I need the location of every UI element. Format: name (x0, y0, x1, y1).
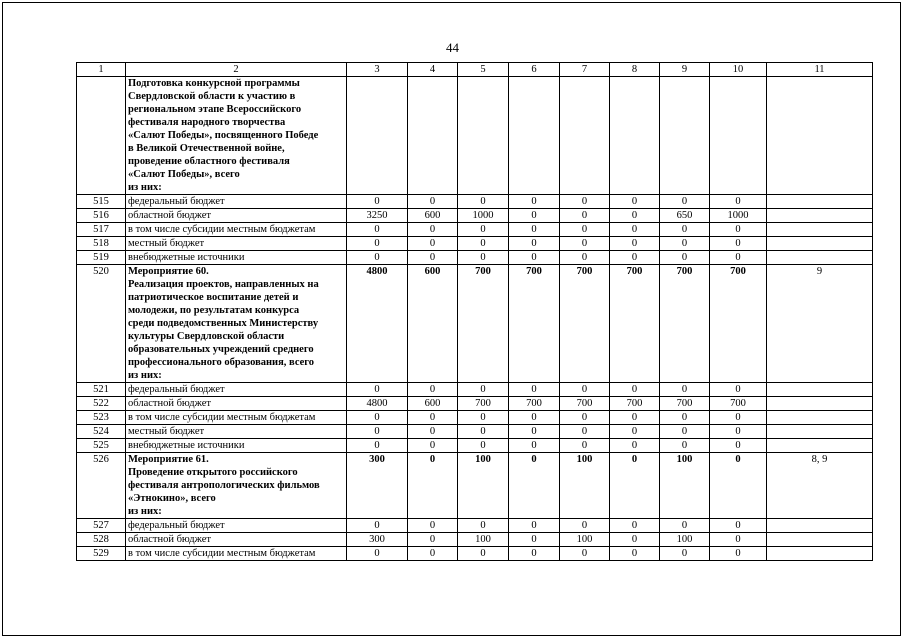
reference-cell (767, 237, 873, 251)
value-cell: 0 (408, 411, 458, 425)
value-cell: 0 (610, 547, 660, 561)
header-cell: 8 (610, 63, 660, 77)
value-cell: 0 (560, 383, 610, 397)
value-cell: 0 (408, 533, 458, 547)
description-line: федеральный бюджет (128, 196, 225, 207)
value-cell: 0 (408, 237, 458, 251)
value-cell: 0 (560, 237, 610, 251)
description-line: культуры Свердловской области (128, 331, 285, 342)
row-number: 519 (77, 251, 126, 265)
row-number: 521 (77, 383, 126, 397)
value-cell: 0 (560, 223, 610, 237)
value-cell: 0 (509, 209, 560, 223)
header-row (77, 63, 873, 77)
value-cell: 0 (710, 223, 767, 237)
description-line: областной бюджет (128, 210, 211, 221)
row-description (126, 411, 347, 425)
description-line: Проведение открытого российского (128, 467, 298, 478)
value-cell: 0 (610, 251, 660, 265)
value-cell: 0 (347, 519, 408, 533)
value-cell (458, 77, 509, 195)
budget-table (76, 62, 873, 561)
value-cell: 0 (710, 533, 767, 547)
value-cell: 0 (509, 453, 560, 519)
value-cell: 0 (660, 251, 710, 265)
row-description (126, 425, 347, 439)
row-number: 516 (77, 209, 126, 223)
row-description (126, 195, 347, 209)
value-cell: 700 (560, 265, 610, 383)
description-line: региональном этапе Всероссийского (128, 104, 302, 115)
description-line: молодежи, по результатам конкурса (128, 305, 300, 316)
header-cell: 4 (408, 63, 458, 77)
value-cell: 100 (560, 533, 610, 547)
value-cell: 0 (710, 411, 767, 425)
value-cell: 0 (347, 237, 408, 251)
row-number: 525 (77, 439, 126, 453)
reference-cell (767, 519, 873, 533)
value-cell: 0 (660, 195, 710, 209)
reference-cell (767, 195, 873, 209)
value-cell: 0 (458, 425, 509, 439)
value-cell: 0 (347, 251, 408, 265)
page-number: 44 (446, 40, 459, 55)
value-cell: 0 (610, 209, 660, 223)
value-cell: 0 (560, 425, 610, 439)
value-cell: 0 (560, 209, 610, 223)
table-row (77, 519, 873, 533)
description-line: в том числе субсидии местным бюджетам (128, 412, 316, 423)
reference-cell (767, 439, 873, 453)
reference-cell (767, 383, 873, 397)
description-line: фестиваля народного творчества (128, 117, 286, 128)
table-row (77, 237, 873, 251)
value-cell: 0 (509, 251, 560, 265)
value-cell: 0 (458, 383, 509, 397)
reference-cell: 8, 9 (767, 453, 873, 519)
value-cell: 700 (660, 265, 710, 383)
row-number: 526 (77, 453, 126, 519)
description-line: в Великой Отечественной войне, (128, 143, 285, 154)
value-cell: 600 (408, 209, 458, 223)
value-cell: 0 (660, 425, 710, 439)
description-line: областной бюджет (128, 534, 211, 545)
header-cell: 10 (710, 63, 767, 77)
row-description (126, 397, 347, 411)
value-cell: 100 (660, 533, 710, 547)
row-number: 524 (77, 425, 126, 439)
value-cell: 700 (610, 265, 660, 383)
reference-cell (767, 251, 873, 265)
value-cell: 0 (509, 439, 560, 453)
value-cell (347, 77, 408, 195)
table-row (77, 209, 873, 223)
header-cell: 11 (767, 63, 873, 77)
value-cell: 0 (610, 519, 660, 533)
value-cell: 0 (509, 425, 560, 439)
reference-cell (767, 209, 873, 223)
table-row (77, 533, 873, 547)
description-line: федеральный бюджет (128, 520, 225, 531)
value-cell: 0 (458, 519, 509, 533)
description-line: профессионального образования, всего (128, 357, 315, 368)
value-cell: 1000 (458, 209, 509, 223)
description-line: из них: (128, 182, 162, 193)
description-line: Реализация проектов, направленных на (128, 279, 319, 290)
value-cell: 4800 (347, 397, 408, 411)
value-cell: 0 (660, 519, 710, 533)
value-cell: 0 (610, 453, 660, 519)
value-cell: 300 (347, 453, 408, 519)
value-cell: 0 (610, 425, 660, 439)
value-cell: 700 (509, 265, 560, 383)
reference-cell (767, 533, 873, 547)
value-cell: 0 (509, 223, 560, 237)
header-cell: 7 (560, 63, 610, 77)
description-line: «Салют Победы», посвященного Победе (128, 130, 319, 141)
value-cell: 0 (347, 383, 408, 397)
value-cell: 300 (347, 533, 408, 547)
description-line: Мероприятие 60. (128, 266, 209, 277)
value-cell (509, 77, 560, 195)
description-line: патриотическое воспитание детей и (128, 292, 299, 303)
description-line: Мероприятие 61. (128, 454, 209, 465)
value-cell (408, 77, 458, 195)
reference-cell (767, 547, 873, 561)
value-cell: 0 (660, 411, 710, 425)
value-cell: 0 (509, 533, 560, 547)
value-cell: 0 (710, 251, 767, 265)
row-description (126, 547, 347, 561)
value-cell: 0 (610, 237, 660, 251)
value-cell: 0 (458, 411, 509, 425)
value-cell: 0 (610, 223, 660, 237)
value-cell: 0 (710, 195, 767, 209)
description-line: в том числе субсидии местным бюджетам (128, 224, 316, 235)
value-cell: 700 (458, 265, 509, 383)
value-cell: 0 (710, 425, 767, 439)
table-body (77, 63, 873, 561)
row-description (126, 533, 347, 547)
row-description (126, 209, 347, 223)
description-line: «Салют Победы», всего (128, 169, 240, 180)
value-cell: 0 (610, 439, 660, 453)
value-cell: 0 (660, 547, 710, 561)
table-row (77, 425, 873, 439)
value-cell (560, 77, 610, 195)
value-cell: 0 (660, 383, 710, 397)
value-cell: 0 (408, 453, 458, 519)
table-row (77, 265, 873, 383)
value-cell: 700 (660, 397, 710, 411)
value-cell: 0 (458, 439, 509, 453)
value-cell: 0 (660, 237, 710, 251)
table-row (77, 251, 873, 265)
description-line: «Этнокино», всего (128, 493, 216, 504)
value-cell: 0 (408, 519, 458, 533)
reference-cell (767, 77, 873, 195)
value-cell: 700 (509, 397, 560, 411)
header-cell: 5 (458, 63, 509, 77)
table-row (77, 195, 873, 209)
value-cell: 600 (408, 397, 458, 411)
table-row (77, 439, 873, 453)
description-line: внебюджетные источники (128, 252, 245, 263)
value-cell: 0 (560, 439, 610, 453)
description-line: из них: (128, 506, 162, 517)
description-line: областной бюджет (128, 398, 211, 409)
value-cell: 0 (710, 519, 767, 533)
value-cell: 600 (408, 265, 458, 383)
value-cell: 0 (610, 383, 660, 397)
value-cell: 100 (458, 453, 509, 519)
description-line: местный бюджет (128, 238, 205, 249)
row-description (126, 519, 347, 533)
reference-cell (767, 425, 873, 439)
row-description (126, 223, 347, 237)
reference-cell (767, 223, 873, 237)
value-cell: 0 (660, 223, 710, 237)
value-cell: 0 (509, 195, 560, 209)
value-cell: 0 (347, 425, 408, 439)
value-cell: 0 (458, 251, 509, 265)
value-cell: 3250 (347, 209, 408, 223)
reference-cell (767, 397, 873, 411)
value-cell: 650 (660, 209, 710, 223)
description-line: образовательных учреждений среднего (128, 344, 314, 355)
value-cell: 0 (560, 411, 610, 425)
row-number: 523 (77, 411, 126, 425)
value-cell: 0 (408, 425, 458, 439)
row-number: 529 (77, 547, 126, 561)
table-row (77, 411, 873, 425)
table-row (77, 547, 873, 561)
value-cell: 700 (458, 397, 509, 411)
value-cell: 0 (347, 547, 408, 561)
value-cell: 0 (610, 195, 660, 209)
value-cell: 0 (710, 453, 767, 519)
value-cell: 0 (560, 251, 610, 265)
value-cell: 100 (560, 453, 610, 519)
value-cell: 0 (509, 547, 560, 561)
description-line: Свердловской области к участию в (128, 91, 296, 102)
row-number: 520 (77, 265, 126, 383)
value-cell: 700 (560, 397, 610, 411)
header-cell: 9 (660, 63, 710, 77)
table-row (77, 397, 873, 411)
value-cell: 0 (347, 223, 408, 237)
description-line: проведение областного фестиваля (128, 156, 290, 167)
row-description (126, 439, 347, 453)
reference-cell: 9 (767, 265, 873, 383)
value-cell: 0 (610, 533, 660, 547)
table-row (77, 223, 873, 237)
value-cell: 100 (660, 453, 710, 519)
description-line: фестиваля антропологических фильмов (128, 480, 320, 491)
value-cell: 0 (560, 519, 610, 533)
value-cell: 0 (610, 411, 660, 425)
row-description (126, 77, 347, 195)
value-cell: 700 (710, 265, 767, 383)
value-cell: 0 (458, 547, 509, 561)
value-cell: 0 (509, 519, 560, 533)
row-number: 528 (77, 533, 126, 547)
description-line: среди подведомственных Министерству (128, 318, 319, 329)
value-cell: 0 (408, 383, 458, 397)
value-cell: 0 (347, 411, 408, 425)
value-cell: 0 (408, 547, 458, 561)
value-cell (710, 77, 767, 195)
value-cell: 4800 (347, 265, 408, 383)
value-cell: 0 (560, 547, 610, 561)
value-cell: 0 (710, 383, 767, 397)
row-number: 518 (77, 237, 126, 251)
row-description (126, 265, 347, 383)
row-number: 522 (77, 397, 126, 411)
value-cell: 0 (458, 195, 509, 209)
value-cell: 1000 (710, 209, 767, 223)
description-line: внебюджетные источники (128, 440, 245, 451)
value-cell: 0 (710, 547, 767, 561)
value-cell: 0 (458, 223, 509, 237)
value-cell: 0 (710, 237, 767, 251)
row-number: 517 (77, 223, 126, 237)
value-cell: 0 (347, 439, 408, 453)
row-number: 527 (77, 519, 126, 533)
row-description (126, 383, 347, 397)
header-cell: 6 (509, 63, 560, 77)
row-description (126, 251, 347, 265)
row-description (126, 453, 347, 519)
row-number (77, 77, 126, 195)
reference-cell (767, 411, 873, 425)
description-line: Подготовка конкурсной программы (128, 78, 300, 89)
value-cell: 0 (408, 195, 458, 209)
description-line: местный бюджет (128, 426, 205, 437)
table-row (77, 453, 873, 519)
value-cell: 0 (710, 439, 767, 453)
description-line: в том числе субсидии местным бюджетам (128, 548, 316, 559)
value-cell: 0 (509, 411, 560, 425)
table-row (77, 383, 873, 397)
value-cell: 0 (509, 237, 560, 251)
value-cell: 0 (660, 439, 710, 453)
value-cell (610, 77, 660, 195)
value-cell: 0 (408, 251, 458, 265)
description-line: федеральный бюджет (128, 384, 225, 395)
value-cell: 700 (610, 397, 660, 411)
value-cell: 100 (458, 533, 509, 547)
value-cell: 0 (509, 383, 560, 397)
header-cell: 1 (77, 63, 126, 77)
header-cell: 3 (347, 63, 408, 77)
value-cell: 0 (560, 195, 610, 209)
row-description (126, 237, 347, 251)
value-cell (660, 77, 710, 195)
value-cell: 0 (408, 439, 458, 453)
value-cell: 0 (408, 223, 458, 237)
description-line: из них: (128, 370, 162, 381)
value-cell: 0 (458, 237, 509, 251)
table-row (77, 77, 873, 195)
header-cell: 2 (126, 63, 347, 77)
value-cell: 0 (347, 195, 408, 209)
value-cell: 700 (710, 397, 767, 411)
row-number: 515 (77, 195, 126, 209)
